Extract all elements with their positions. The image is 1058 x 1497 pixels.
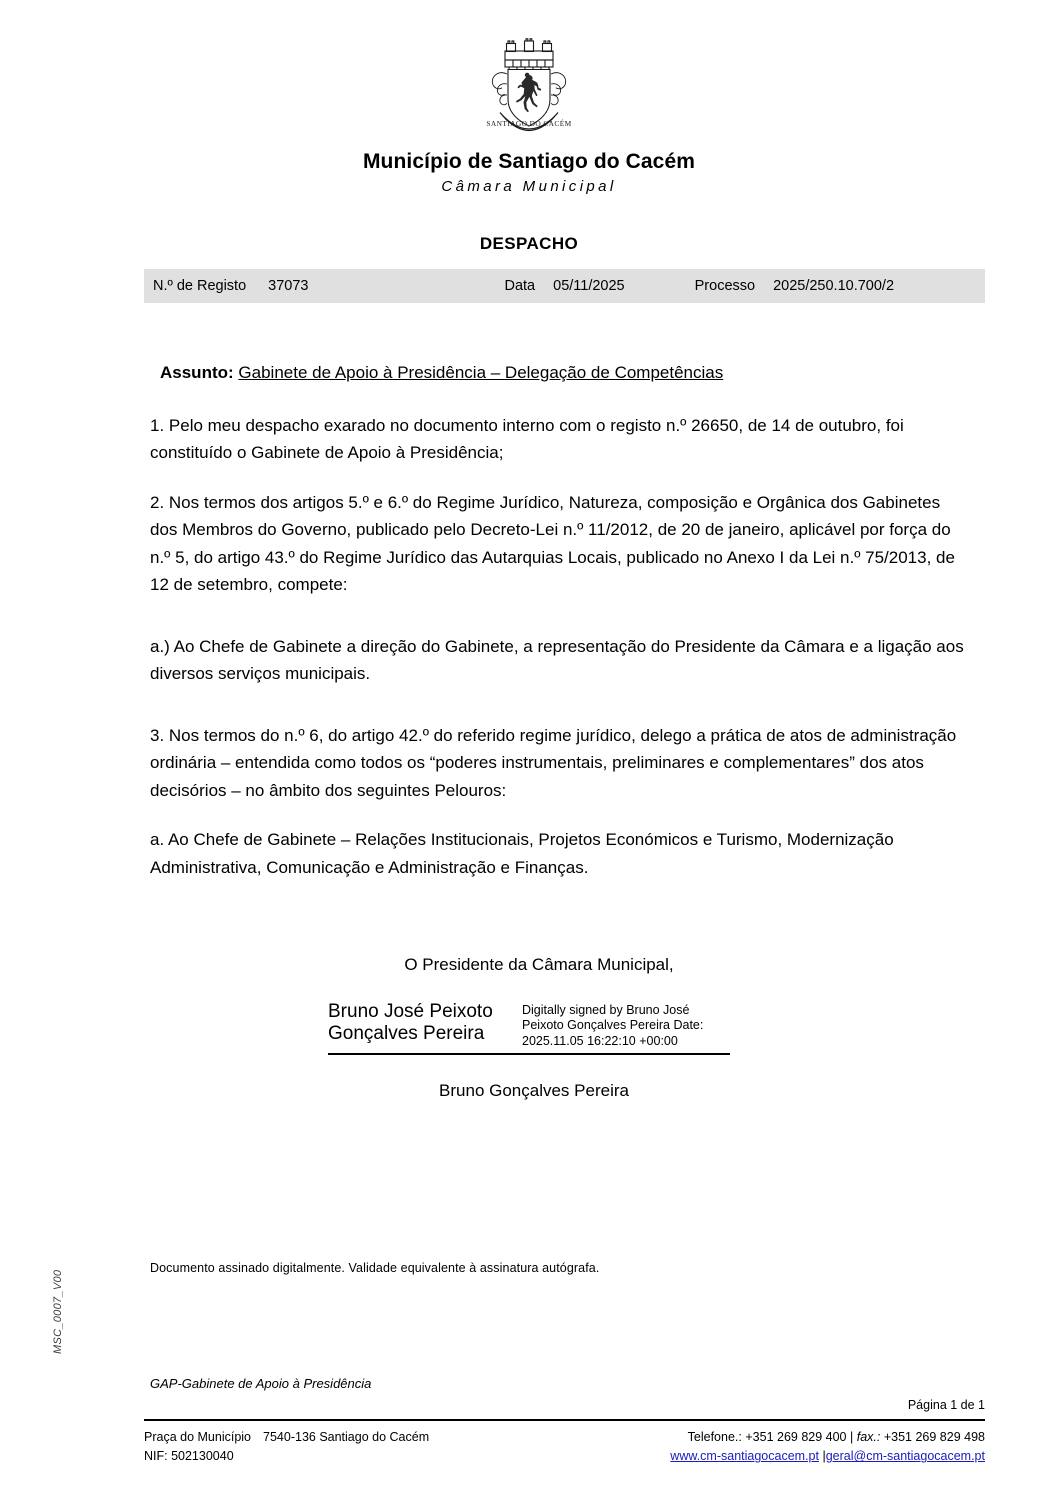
santiago-do-cacem-coat-of-arms-icon (481, 38, 577, 142)
validity-note: Documento assinado digitalmente. Validade equivalente à assinatura autógrafa. (150, 1261, 600, 1275)
footer-phone-line (670, 1428, 985, 1447)
side-margin-code: MSC_0007_V00 (52, 1269, 64, 1354)
svg-text:SANTIAGO DO CACÉM: SANTIAGO DO CACÉM (486, 119, 572, 128)
footer-email-link[interactable]: geral@cm-santiagocacem.pt (825, 1449, 985, 1464)
footer-website-link[interactable]: www.cm-santiagocacem.pt (670, 1449, 819, 1464)
document-title: DESPACHO (479, 234, 579, 253)
footer-address-line-1 (144, 1428, 429, 1447)
registration-bar (144, 269, 985, 303)
footer-divider (144, 1419, 985, 1421)
signature-rule (328, 1053, 730, 1055)
subject-label: Assunto: (160, 363, 234, 382)
registration-date-cell (504, 278, 624, 294)
paragraph-4: 3. Nos termos do n.º 6, do artigo 42.º do referido regime jurídico, delego a prática de atos de administração ordinária – entendida como todos os “poderes instrumentais, preliminares e complementares” dos atos decisórios – no âmbito dos seguintes Pelouros: (150, 725, 957, 800)
document-header (0, 38, 1058, 196)
footer-separator-2: | (822, 1449, 826, 1464)
footer-phone-label: Telefone.: (687, 1430, 742, 1444)
footer-contact (144, 1428, 985, 1467)
signature-block (0, 955, 1058, 1101)
digital-signature-stamp (328, 1001, 730, 1049)
signature-stamp-name: Bruno José Peixoto Gonçalves Pereira (328, 1001, 493, 1045)
registration-date-label: Data (504, 278, 536, 294)
footer-fax-value: +351 269 829 498 (883, 1430, 985, 1444)
paragraph-5: a. Ao Chefe de Gabinete – Relações Institucionais, Projetos Económicos e Turismo, Modernização Administrativa, Comunicação e Administração e Finanças. (150, 830, 894, 877)
subject-value: Gabinete de Apoio à Presidência – Delegação de Competências (238, 363, 724, 382)
registration-number-label: N.º de Registo (153, 278, 247, 294)
registration-process-cell (695, 278, 894, 294)
footer-web-line (670, 1447, 985, 1466)
footer-postal-city: 7540-136 Santiago do Cacém (263, 1430, 430, 1444)
paragraph-1: 1. Pelo meu despacho exarado no documento interno com o registo n.º 26650, de 14 de outubro, foi constituído o Gabinete de Apoio à Presidência; (150, 415, 904, 463)
signature-stamp-metadata: Digitally signed by Bruno José Peixoto Gonçalves Pereira Date: 2025.11.05 16:22:10 +00:00 (522, 1003, 704, 1048)
subject-line (160, 360, 968, 386)
registration-number-cell (153, 278, 308, 294)
signature-intro: O Presidente da Câmara Municipal, (404, 955, 674, 974)
footer-street: Praça do Município (144, 1430, 252, 1444)
registration-process-label: Processo (694, 278, 756, 294)
footer-contacts (670, 1428, 985, 1467)
signer-name: Bruno Gonçalves Pereira (439, 1080, 629, 1100)
footer-address (144, 1428, 429, 1467)
organization-subtitle: Câmara Municipal (441, 178, 617, 196)
document-body (150, 360, 968, 903)
footer-department: GAP-Gabinete de Apoio à Presidência (150, 1376, 372, 1391)
paragraph-3: a.) Ao Chefe de Gabinete a direção do Gabinete, a representação do Presidente da Câmara e a ligação aos diversos serviços municipais. (150, 636, 964, 684)
registration-number-value: 37073 (268, 278, 309, 294)
organization-name: Município de Santiago do Cacém (362, 150, 696, 173)
footer-page-number: Página 1 de 1 (907, 1398, 985, 1412)
registration-process-value: 2025/250.10.700/2 (773, 278, 895, 294)
footer-separator-1: | (850, 1430, 854, 1444)
footer-nif: NIF: 502130040 (144, 1449, 234, 1464)
paragraph-2: 2. Nos termos dos artigos 5.º e 6.º do Regime Jurídico, Natureza, composição e Orgânica dos Gabinetes dos Membros do Governo, publicado pelo Decreto-Lei n.º 11/2012, de 20 de janeiro, aplicável por força do n.º 5, do artigo 43.º do Regime Jurídico das Autarquias Locais, publicado no Anexo I da Lei n.º 75/2013, de 12 de setembro, compete: (150, 492, 955, 595)
footer-fax-label: fax.: (856, 1430, 881, 1444)
registration-date-value: 05/11/2025 (553, 278, 625, 294)
footer-phone-value: +351 269 829 400 (745, 1430, 847, 1444)
